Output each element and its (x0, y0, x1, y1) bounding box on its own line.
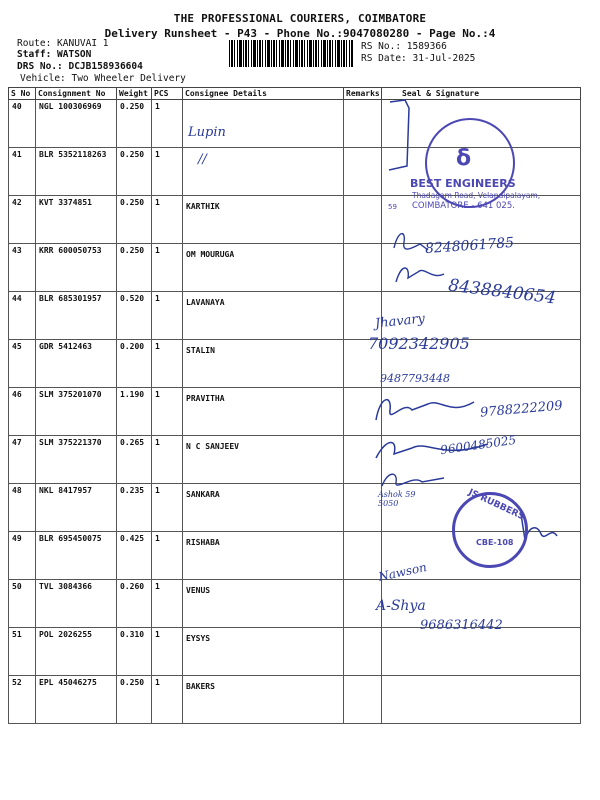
weight-cell: 1.190 (117, 388, 152, 436)
pieces-cell: 1 (152, 244, 183, 292)
rs-number: RS No.: 1589366 (361, 41, 447, 52)
rs-date: RS Date: 31-Jul-2025 (361, 53, 476, 64)
serial-number-cell: 46 (9, 388, 36, 436)
handwritten-phone: 8438840654 (447, 275, 557, 309)
pieces-cell: 1 (152, 676, 183, 724)
remarks-cell (344, 628, 382, 676)
consignee-cell (183, 100, 344, 148)
serial-number-cell: 41 (9, 148, 36, 196)
pieces-cell: 1 (152, 628, 183, 676)
consignee-cell: VENUS (183, 580, 344, 628)
consignee-cell: STALIN (183, 340, 344, 388)
remarks-cell (344, 100, 382, 148)
consignee-cell: RISHABA (183, 532, 344, 580)
consignee-cell: LAVANAYA (183, 292, 344, 340)
handwritten-phone: 9600485025 (439, 432, 517, 458)
stamp-text: 59 (388, 203, 397, 211)
consignment-number-cell: NGL 100306969 (36, 100, 117, 148)
stamp-text: COIMBATORE - 641 025. (412, 201, 515, 211)
handwritten-bracket (385, 98, 415, 173)
stamp-text: CBE-108 (476, 538, 514, 547)
consignment-number-cell: SLM 375221370 (36, 436, 117, 484)
handwritten-name: A-Shya (376, 598, 426, 614)
consignment-number-cell: POL 2026255 (36, 628, 117, 676)
consignment-number-cell: KRR 600050753 (36, 244, 117, 292)
pieces-cell: 1 (152, 100, 183, 148)
serial-number-cell: 45 (9, 340, 36, 388)
pieces-cell: 1 (152, 484, 183, 532)
consignee-cell: EYSYS (183, 628, 344, 676)
serial-number-cell: 48 (9, 484, 36, 532)
consignment-number-cell: EPL 45046275 (36, 676, 117, 724)
remarks-cell (344, 196, 382, 244)
consignee-cell: PRAVITHA (183, 388, 344, 436)
pieces-cell: 1 (152, 436, 183, 484)
consignee-cell: KARTHIK (183, 196, 344, 244)
serial-number-cell: 43 (9, 244, 36, 292)
consignee-cell: SANKARA (183, 484, 344, 532)
remarks-cell (344, 148, 382, 196)
pieces-cell: 1 (152, 580, 183, 628)
remarks-cell (344, 532, 382, 580)
signature-cell (382, 676, 581, 724)
serial-number-cell: 47 (9, 436, 36, 484)
weight-cell: 0.520 (117, 292, 152, 340)
remarks-cell (344, 244, 382, 292)
page-title: THE PROFESSIONAL COURIERS, COIMBATORE (173, 12, 427, 25)
serial-number-cell: 44 (9, 292, 36, 340)
serial-number-cell: 52 (9, 676, 36, 724)
stamp-text: Thadagam Road, Velandipalayam, (412, 191, 541, 200)
handwritten-phone: 9788222209 (479, 398, 564, 421)
table-row (9, 628, 581, 676)
handwritten-phone: 7092342905 (368, 334, 470, 353)
pieces-cell: 1 (152, 340, 183, 388)
consignment-number-cell: GDR 5412463 (36, 340, 117, 388)
handwritten-phone: 9487793448 (380, 372, 450, 385)
serial-number-cell: 40 (9, 100, 36, 148)
vehicle-label: Vehicle: Two Wheeler Delivery (20, 73, 186, 84)
pieces-cell: 1 (152, 532, 183, 580)
pieces-cell: 1 (152, 196, 183, 244)
pieces-cell: 1 (152, 148, 183, 196)
column-header: Seal & Signature (382, 88, 581, 100)
weight-cell: 0.200 (117, 340, 152, 388)
table-header-row (9, 88, 581, 100)
handwritten-note: Ashok 59 5050 (378, 490, 416, 508)
weight-cell: 0.235 (117, 484, 152, 532)
remarks-cell (344, 676, 382, 724)
weight-cell: 0.250 (117, 196, 152, 244)
serial-number-cell: 49 (9, 532, 36, 580)
handwritten-ditto: // (198, 152, 207, 167)
barcode (229, 40, 353, 67)
signature-cell (382, 628, 581, 676)
consignment-number-cell: BLR 685301957 (36, 292, 117, 340)
handwritten-name: Nawson (377, 560, 428, 584)
weight-cell: 0.250 (117, 148, 152, 196)
route-label: Route: KANUVAI 1 (17, 38, 109, 49)
column-header: Remarks (344, 88, 382, 100)
consignment-number-cell: SLM 375201070 (36, 388, 117, 436)
signature-mark (390, 228, 430, 258)
column-header: Weight (117, 88, 152, 100)
drs-number: DRS No.: DCJB158936604 (17, 61, 143, 72)
consignment-number-cell: BLR 5352118263 (36, 148, 117, 196)
staff-label: Staff: WATSON (17, 49, 92, 60)
serial-number-cell: 50 (9, 580, 36, 628)
weight-cell: 0.260 (117, 580, 152, 628)
serial-number-cell: 42 (9, 196, 36, 244)
weight-cell: 0.250 (117, 100, 152, 148)
serial-number-cell: 51 (9, 628, 36, 676)
weight-cell: 0.250 (117, 244, 152, 292)
column-header: S No (9, 88, 36, 100)
signature-mark (370, 390, 480, 430)
pieces-cell: 1 (152, 292, 183, 340)
stamp-glyph: δ (456, 146, 472, 171)
signature-mark (392, 262, 447, 290)
column-header: Consignee Details (183, 88, 344, 100)
remarks-cell (344, 484, 382, 532)
consignment-number-cell: NKL 8417957 (36, 484, 117, 532)
handwritten-name: Lupin (188, 125, 226, 140)
weight-cell: 0.250 (117, 676, 152, 724)
consignment-number-cell: TVL 3084366 (36, 580, 117, 628)
consignee-cell: N C SANJEEV (183, 436, 344, 484)
consignment-number-cell: KVT 3374851 (36, 196, 117, 244)
stamp-text: BEST ENGINEERS (410, 177, 516, 190)
column-header: Consignment No (36, 88, 117, 100)
consignee-cell: BAKERS (183, 676, 344, 724)
table-row (9, 340, 581, 388)
pieces-cell: 1 (152, 388, 183, 436)
stamp-text: JS RUBBERS (466, 487, 526, 523)
handwritten-phone: 9686316442 (420, 618, 503, 633)
weight-cell: 0.425 (117, 532, 152, 580)
handwritten-name: Jhavary (374, 311, 426, 332)
consignment-number-cell: BLR 695450075 (36, 532, 117, 580)
weight-cell: 0.265 (117, 436, 152, 484)
column-header: PCS (152, 88, 183, 100)
weight-cell: 0.310 (117, 628, 152, 676)
consignee-cell: OM MOURUGA (183, 244, 344, 292)
table-row (9, 676, 581, 724)
page-subtitle: Delivery Runsheet - P43 - Phone No.:9047080280 - Page No.:4 (104, 27, 496, 40)
handwritten-phone: 8248061785 (424, 234, 515, 258)
